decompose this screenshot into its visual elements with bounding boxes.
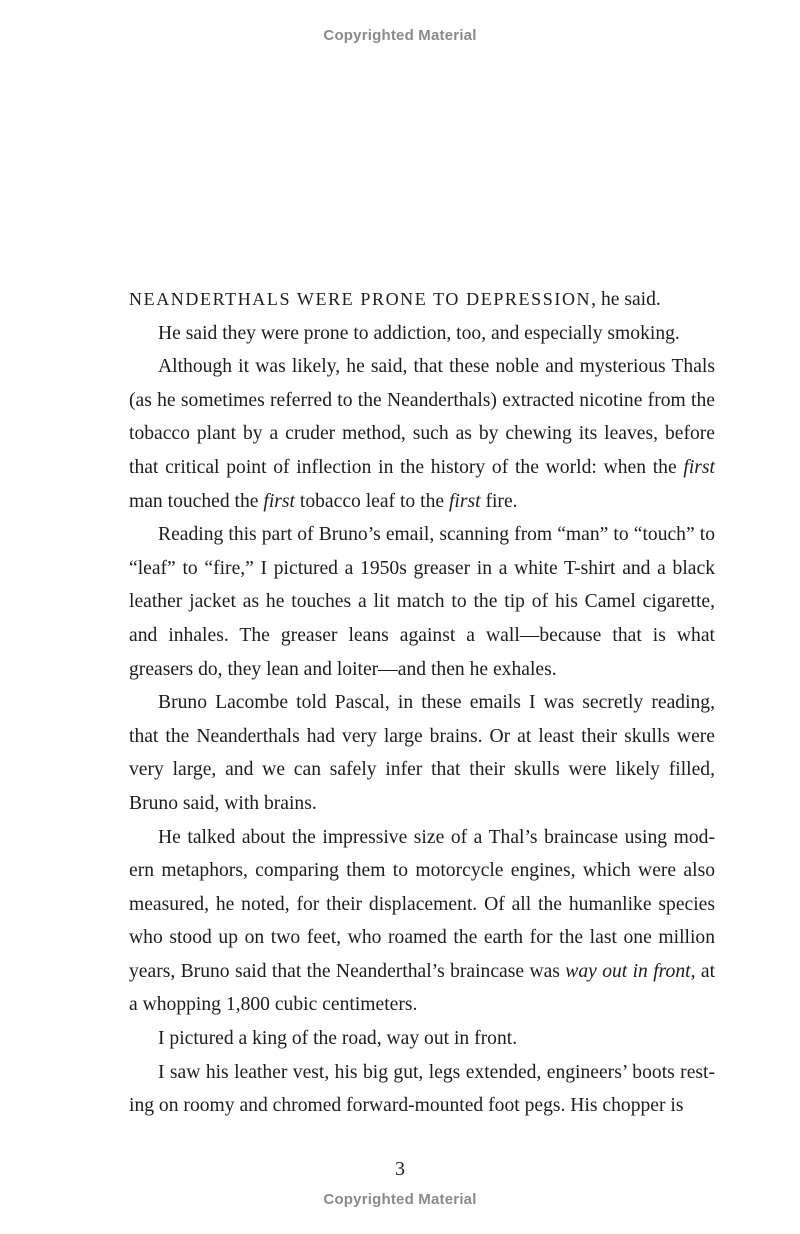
emphasis-way-out-in-front: way out in front [565,960,691,982]
paragraph-1-rest: , he said. [591,289,661,310]
paragraph-3-text-d: fire. [480,490,518,512]
emphasis-first-1: first [683,456,715,478]
paragraph-8: I saw his leather vest, his big gut, legs extended, engineers’ boots resting on roomy and chromed forward-mounted foot pegs. His chopper is [129,1061,715,1117]
paragraph-3-text-a: Although it was likely, he said, that these noble and mysterious Thals (as he sometimes referred to the Neanderthals) extracted nicotine from the tobacco plant by a cruder method, such as by chewing its leaves, before that critical point of inflection in the history of the world: when the [129,356,715,478]
copyright-watermark-top: Copyrighted Material [323,27,477,44]
copyright-watermark-bottom: Copyrighted Material [323,1191,477,1208]
emphasis-first-2: first [263,490,295,512]
chapter-body-text [129,283,715,1123]
paragraph-2: He said they were prone to addiction, too, and especially smoking. [158,322,680,344]
paragraph-6-text-b: , at a whopping 1,800 cubic centimeters. [129,960,716,1016]
emphasis-first-3: first [448,490,481,512]
paragraph-3-text-b: man touched the [129,490,264,512]
small-caps-opening: NEANDERTHALS WERE PRONE TO DEPRESSION [129,289,592,309]
paragraph-3-text-c: tobacco leaf to the [295,490,449,512]
paragraph-3 [129,350,715,518]
paragraph-6 [129,821,715,1023]
paragraph-1 [129,283,715,317]
paragraph-4: Reading this part of Bruno’s email, scanning from “man” to “touch” to “leaf” to “fire,” I pictured a 1950s greaser in a white T-shirt and a black leather jacket as he touches a lit match to the tip of his Camel cigarette, and inhales. The greaser leans against a wall—because that is what greasers do, they lean and loiter—and then he exhales. [129,524,715,680]
paragraph-5: Bruno Lacombe told Pascal, in these emails I was secretly reading, that the Neanderthals had very large brains. Or at least their skulls were very large, and we can safely infer that their skulls were likely filled, Bruno said, with brains. [129,692,715,814]
page-number: 3 [395,1158,405,1180]
paragraph-7: I pictured a king of the road, way out in front. [158,1028,518,1050]
paragraph-6-text-a: He talked about the impressive size of a Thal’s braincase using modern metaphors, comparing them to motorcycle engines, which were also measured, he noted, for their displacement. Of all the humanlike species who stood up on two feet, who roamed the earth for the last one million years, Bruno said that the Neanderthal’s braincase was [129,826,715,982]
